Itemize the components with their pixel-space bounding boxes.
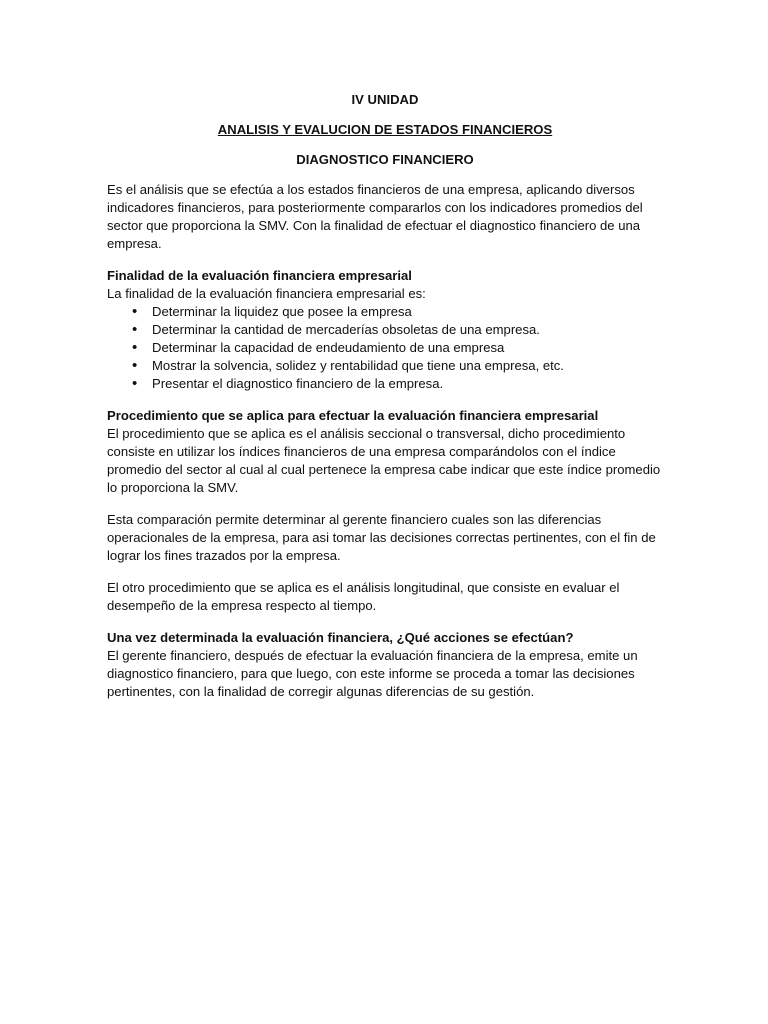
finalidad-list <box>107 303 663 393</box>
acciones-paragraph: El gerente financiero, después de efectuar la evaluación financiera de la empresa, emite un diagnostico financiero, para que luego, con este informe se proceda a tomar las decisiones pertinentes, con la finalidad de corregir algunas diferencias de su gestión. <box>107 648 638 699</box>
document-body <box>107 91 663 701</box>
unit-title: IV UNIDAD <box>351 92 419 107</box>
procedimiento-paragraph-3: El otro procedimiento que se aplica es el análisis longitudinal, que consiste en evaluar el desempeño de la empresa respecto al tiempo. <box>107 580 620 613</box>
list-item: • Determinar la capacidad de endeudamiento de una empresa <box>152 339 663 357</box>
main-title: ANALISIS Y EVALUCION DE ESTADOS FINANCIEROS <box>217 122 553 137</box>
acciones-heading: Una vez determinada la evaluación financiera, ¿Qué acciones se efectúan? <box>107 630 574 645</box>
procedimiento-paragraph-2: Esta comparación permite determinar al gerente financiero cuales son las diferencias operacionales de la empresa, para asi tomar las decisiones correctas pertinentes, con el fin de lograr los fines trazados por la empresa. <box>107 512 656 563</box>
list-item: • Determinar la cantidad de mercaderías obsoletas de una empresa. <box>152 321 663 339</box>
section-title: DIAGNOSTICO FINANCIERO <box>296 152 474 167</box>
finalidad-heading: Finalidad de la evaluación financiera empresarial <box>107 268 412 283</box>
finalidad-lead: La finalidad de la evaluación financiera empresarial es: <box>107 286 426 301</box>
list-item: • Presentar el diagnostico financiero de la empresa. <box>152 375 663 393</box>
list-item: • Mostrar la solvencia, solidez y rentabilidad que tiene una empresa, etc. <box>152 357 663 375</box>
procedimiento-heading: Procedimiento que se aplica para efectuar la evaluación financiera empresarial <box>107 408 599 423</box>
procedimiento-paragraph-1: El procedimiento que se aplica es el análisis seccional o transversal, dicho procedimiento consiste en utilizar los índices financieros de una empresa comparándolos con el índice promedio del sector al cual al cual pertenece la empresa cabe indicar que este índice promedio lo proporciona la SMV. <box>107 426 661 495</box>
list-item: • Determinar la liquidez que posee la empresa <box>152 303 663 321</box>
intro-paragraph: Es el análisis que se efectúa a los estados financieros de una empresa, aplicando diversos indicadores financieros, para posteriormente compararlos con los indicadores promedios del sector que proporciona la SMV. Con la finalidad de efectuar el diagnostico financiero de una empresa. <box>107 182 643 251</box>
